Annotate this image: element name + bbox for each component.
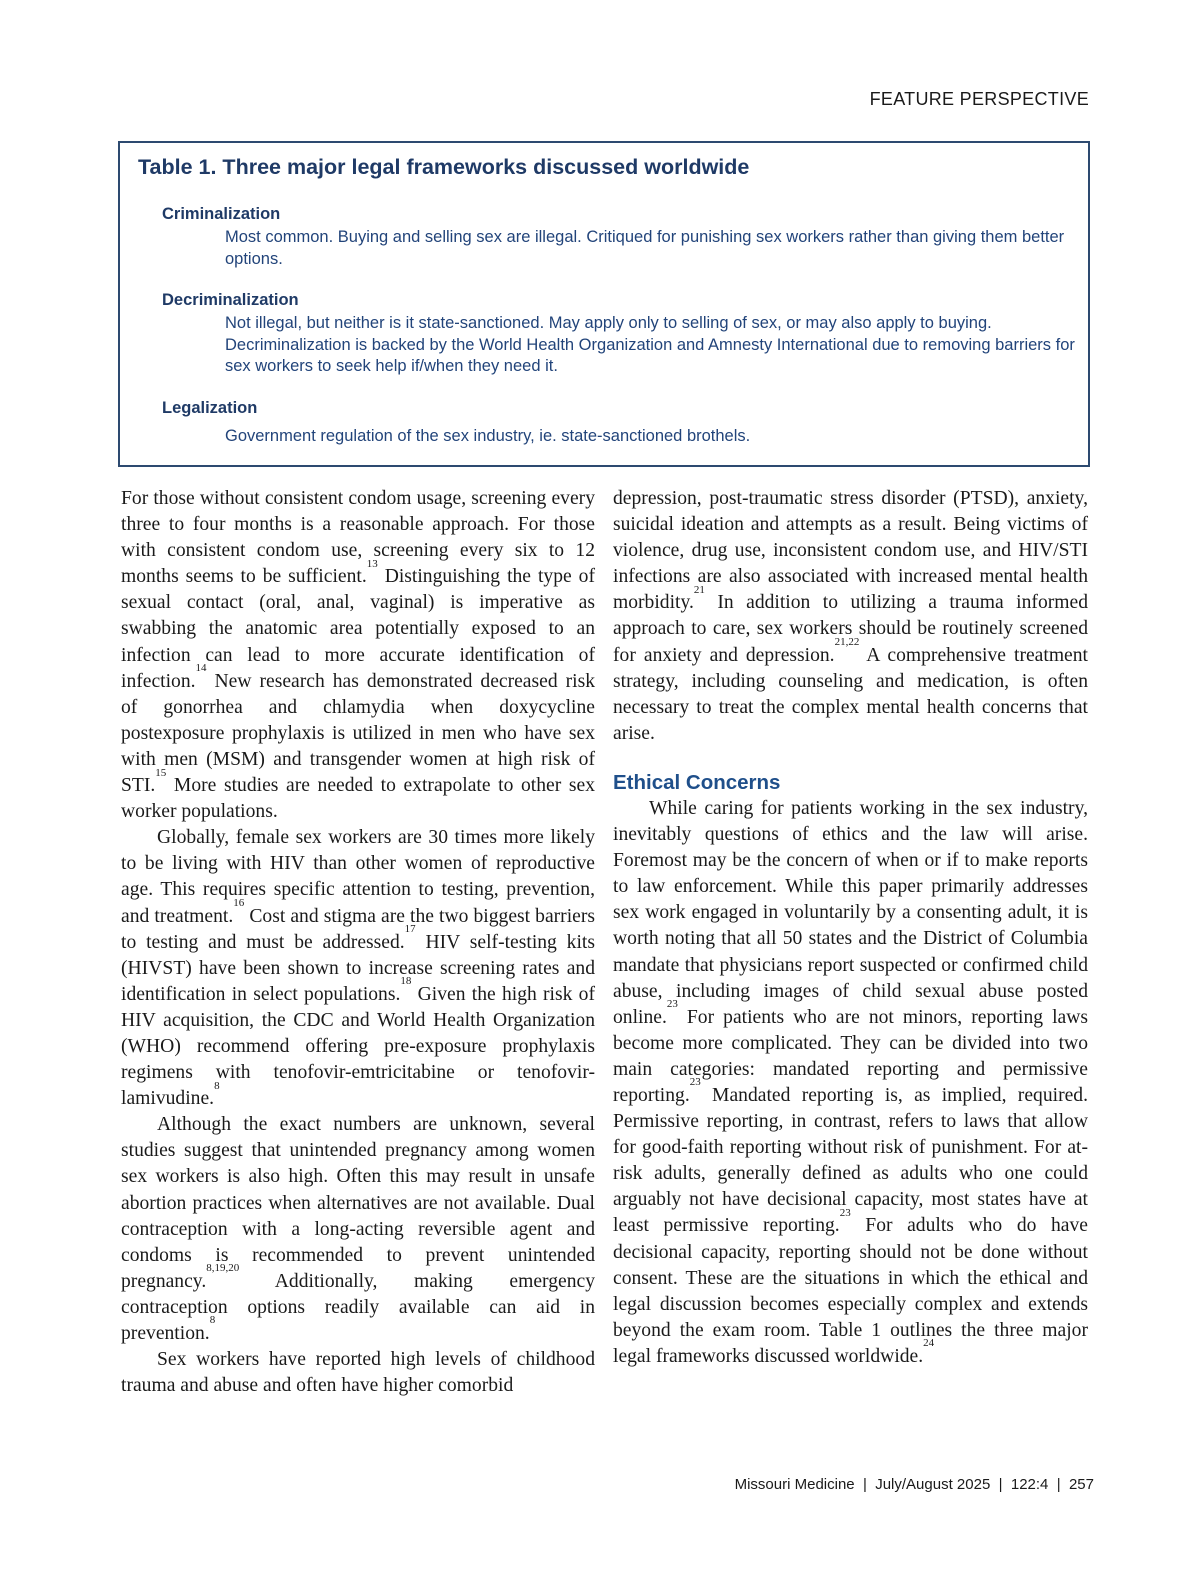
citation: 16 [233,896,245,909]
citation: 8 [214,1079,220,1092]
citation: 8 [209,1314,216,1327]
running-head: FEATURE PERSPECTIVE [869,89,1089,109]
citation: 17 [404,923,416,936]
page-footer: Missouri Medicine | July/August 2025 | 122:4 | 257 [734,1476,1094,1493]
paragraph-ethics: While caring for patients working in the sex industry, inevitably questions of ethics and the law will arise. Foremost may be the concern of when or if to make reports to law enforcement. While this paper primarily addresses sex work engaged in voluntarily by a consenting adult, it is worth noting that all 50 states and the District of Columbia mandate that physicians report suspected or confirmed child abuse, including images of child sexual abuse posted online.$^{23}$ For patients who are not minors, reporting laws become more complicated. They can be divided into two main categories: mandated reporting and permissive reporting.$^{23}$ Mandated reporting is, as implied, required. Permissive reporting, in contrast, refers to laws that allow for good-faith reporting without risk of punishment. For at-risk adults, generally defined as adults who one could arguably not have decisional capacity, most states have at least permissive reporting.$^{23}$ For adults who do have decisional capacity, reporting should not be done without consent. These are the situations in which the ethical and legal discussion becomes especially complex and extends beyond the exam room. Table 1 outlines the three major legal frameworks discussed worldwide.$^{24}$ [613,797,1088,1367]
table-title: Table 1. Three major legal frameworks discussed worldwide [138,155,750,179]
framework-term-legalization: Legalization [162,399,258,417]
section-heading-ethical-concerns: Ethical Concerns [613,770,781,794]
citation: 18 [400,975,412,988]
paragraph-pregnancy: Although the exact numbers are unknown, several studies suggest that unintended pregnancy among women sex workers is also high. Often this may result in unsafe abortion practices when alternatives are not available. Dual contraception with a long-acting reversible agent and condoms is recommended to prevent unintended pregnancy.$^{8,19,20}$ Additionally, making emergency contraception options readily available can aid in prevention.$^8$ [121,1114,595,1344]
citation: 21 [693,583,705,596]
framework-definition-criminalization: Most common. Buying and selling sex are illegal. Critiqued for punishing sex workers rather than giving them better options. [225,228,1065,268]
right-column [613,486,1088,1370]
citation: 23 [689,1076,701,1089]
paragraph-mental-health: depression, post-traumatic stress disorder (PTSD), anxiety, suicidal ideation and attempts as a result. Being victims of violence, drug use, inconsistent condom use, and HIV/STI infections are also associated with increased mental health morbidity.$^{21}$ In addition to utilizing a trauma informed approach to care, sex workers should be routinely screened for anxiety and depression.$^{21,22}$ A comprehensive treatment strategy, including counseling and medication, is often necessary to treat the complex mental health concerns that arise. [613,488,1088,744]
paragraph-hiv: Globally, female sex workers are 30 times more likely to be living with HIV than other women of reproductive age. This requires specific attention to testing, prevention, and treatment.$^{16}$ Cost and stigma are the two biggest barriers to testing and must be addressed.$^{17}$ HIV self-testing kits (HIVST) have been shown to increase screening rates and identification in select populations.$^{18}$ Given the high risk of HIV acquisition, the CDC and World Health Organization (WHO) recommend offering pre-exposure prophylaxis regimens with tenofovir-emtricitabine or tenofovir-lamivudine.$^8$ [121,827,595,1110]
left-column [121,486,595,1399]
framework-definition-legalization: Government regulation of the sex industry, ie. state-sanctioned brothels. [225,427,751,445]
citation: 13 [366,557,378,570]
citation: 14 [195,662,207,675]
citation: 23 [666,998,678,1011]
legal-frameworks-table [118,141,1090,467]
citation: 23 [839,1206,851,1219]
framework-term-decriminalization: Decriminalization [162,291,299,309]
citation: 8,19,20 [206,1262,240,1275]
paragraph-screening: For those without consistent condom usage, screening every three to four months is a reasonable approach. For those with consistent condom use, screening every six to 12 months seems to be sufficient.$^{13}$ Distinguishing the type of sexual contact (oral, anal, vaginal) is imperative as swabbing the anatomic area potentially exposed to an infection can lead to more accurate identification of infection.$^{14}$ New research has demonstrated decreased risk of gonorrhea and chlamydia when doxycycline postexposure prophylaxis is utilized in men who have sex with men (MSM) and transgender women at high risk of STI.$^{15}$ More studies are needed to extrapolate to other sex worker populations. [121,488,595,823]
citation: 21,22 [834,636,860,649]
paragraph-trauma: Sex workers have reported high levels of childhood trauma and abuse and often have higher comorbid [121,1349,595,1397]
citation: 24 [923,1337,935,1350]
citation: 15 [155,766,167,779]
framework-term-criminalization: Criminalization [162,205,281,223]
framework-definition-decriminalization: Not illegal, but neither is it state-sanctioned. May apply only to selling of sex, or may also apply to buying. Decriminalization is backed by the World Health Organization and Amnesty International due to removing barriers for sex workers to seek help if/when they need it. [225,314,1075,375]
